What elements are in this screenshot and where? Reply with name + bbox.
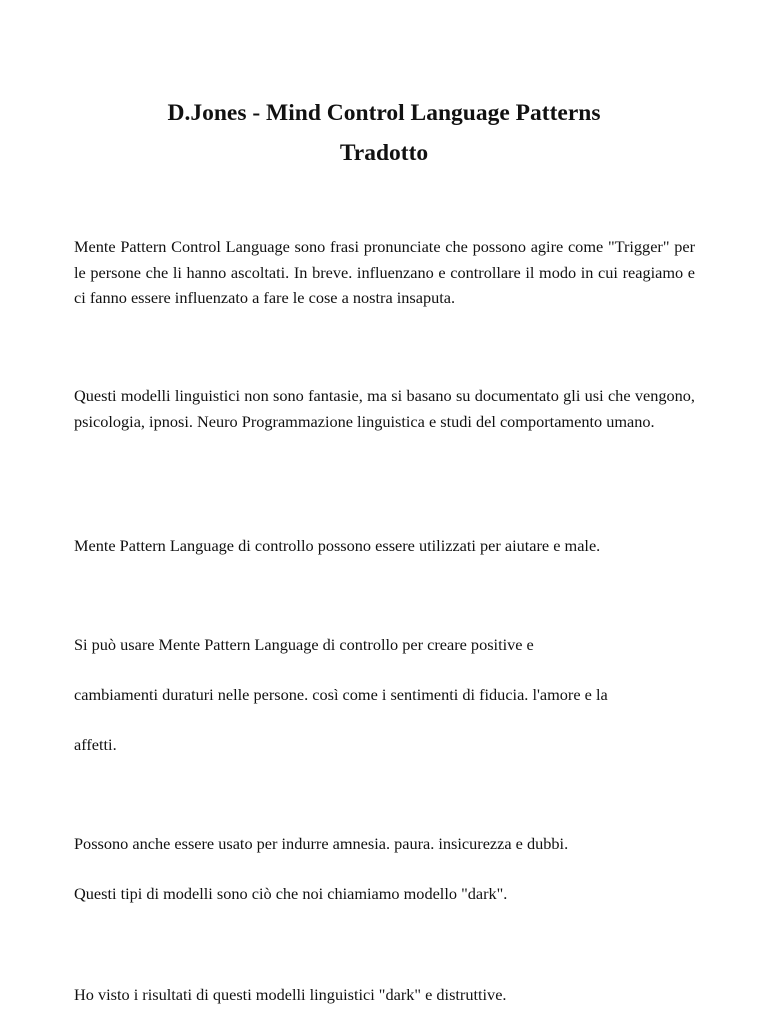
paragraph-intro: Mente Pattern Control Language sono frasi pronunciate che possono agire come "Trigger" per le persone che li hanno ascoltati. In breve. influenzano e controllare il modo in cui reagiamo e ci fanno essere influenzato a fare le cose a nostra insaputa.: [74, 237, 695, 307]
paragraph-positive-line-3: affetti.: [74, 735, 117, 754]
paragraph-dark-models: Questi tipi di modelli sono ciò che noi chiamiamo modello "dark".: [74, 884, 508, 903]
document-title: D.Jones - Mind Control Language Patterns: [167, 100, 601, 126]
paragraph-positive-line-1: Si può usare Mente Pattern Language di controllo per creare positive e: [74, 635, 534, 654]
paragraph-results: Ho visto i risultati di questi modelli linguistici "dark" e distruttive.: [74, 985, 507, 1004]
paragraph-positive-line-2: cambiamenti duraturi nelle persone. così come i sentimenti di fiducia. l'amore e la: [74, 685, 608, 704]
document-subtitle: Tradotto: [339, 140, 429, 166]
paragraph-usage: Mente Pattern Language di controllo possono essere utilizzati per aiutare e male.: [74, 536, 601, 555]
paragraph-models: Questi modelli linguistici non sono fantasie, ma si basano su documentato gli usi che vengono, psicologia, ipnosi. Neuro Programmazione linguistica e studi del comportamento umano.: [74, 386, 695, 431]
paragraph-negative: Possono anche essere usato per indurre amnesia. paura. insicurezza e dubbi.: [74, 834, 569, 853]
